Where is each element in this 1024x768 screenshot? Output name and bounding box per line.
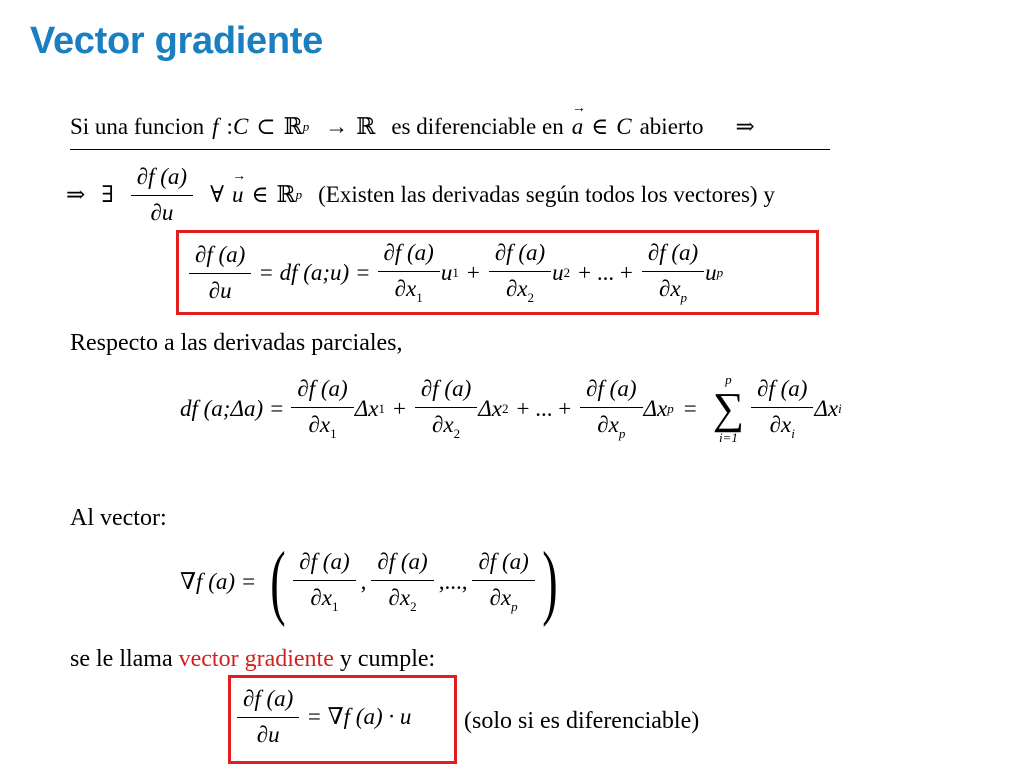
operator: +	[466, 260, 480, 285]
reals-symbol: ℝ	[276, 182, 296, 207]
right-paren: )	[542, 535, 558, 628]
operator: + ... +	[516, 395, 572, 421]
gradient-lhs: ∇f (a) =	[180, 569, 257, 594]
gradient-definition	[180, 535, 564, 628]
highlighted-term: vector gradiente	[178, 646, 334, 672]
existence-text: (Existen las derivadas según todos los vectores) y	[318, 182, 775, 207]
subscript: 1	[330, 425, 337, 441]
dimension-p: p	[295, 187, 303, 202]
operator: + ... +	[578, 260, 633, 285]
increment: Δx	[643, 395, 668, 421]
summation	[713, 372, 744, 446]
maps-to-arrow: →	[325, 114, 349, 139]
subscript: p	[667, 400, 674, 416]
sum-lower-limit: i=1	[718, 429, 738, 445]
fraction-denominator: ∂u	[131, 195, 193, 226]
fraction-numerator: ∂f (a)	[243, 686, 294, 711]
fraction-denominator: ∂x	[597, 411, 619, 437]
increment: Δx	[478, 395, 502, 421]
fraction-numerator: ∂f (a)	[586, 375, 637, 401]
exists-symbol: ∃	[101, 182, 114, 207]
fraction-numerator: ∂f (a)	[299, 549, 350, 574]
fraction-numerator: ∂f (a)	[757, 375, 808, 401]
subscript: 2	[501, 400, 509, 416]
forall-symbol: ∀	[210, 182, 224, 207]
vector-u: u →	[232, 182, 244, 208]
subscript: p	[511, 599, 518, 614]
fraction-denominator: ∂x	[658, 276, 681, 301]
total-differential-equation	[180, 372, 842, 446]
slide-title: Vector gradiente	[30, 20, 323, 62]
implies-symbol: ⇒	[66, 182, 86, 207]
subscript: 1	[416, 290, 423, 305]
set-c-symbol: C	[232, 114, 249, 139]
directional-derivative-fraction	[134, 164, 190, 226]
differential-expression: = df (a;u) =	[258, 260, 371, 285]
set-c-symbol: C	[616, 114, 632, 139]
hypothesis-text-2: es diferenciable en	[391, 114, 564, 139]
fraction-denominator: ∂u	[237, 717, 299, 748]
existence-line	[66, 164, 775, 226]
dimension-p: p	[302, 119, 310, 134]
function-symbol: f	[212, 114, 219, 139]
fraction-numerator: ∂f (a)	[297, 375, 348, 401]
fraction-denominator: ∂u	[189, 273, 251, 304]
subscript: i	[838, 400, 842, 416]
sum-symbol: ∑	[712, 384, 745, 433]
sum-upper-limit: p	[725, 372, 732, 387]
fraction-denominator: ∂x	[489, 585, 512, 610]
subscript: 1	[452, 265, 459, 280]
naming-text-post: y cumple:	[339, 646, 436, 672]
fraction-denominator: ∂x	[394, 276, 417, 301]
gradient-dot-product: = ∇f (a) · u	[306, 704, 412, 729]
hypothesis-text-3: abierto	[639, 114, 704, 139]
implies-symbol: ⇒	[735, 114, 755, 139]
component-u: u	[552, 260, 564, 285]
fraction-denominator: ∂x	[432, 411, 454, 437]
subscript: 2	[410, 599, 417, 614]
fraction-denominator: ∂x	[310, 585, 332, 610]
fraction-numerator: ∂f (a)	[383, 240, 434, 265]
subset-symbol: ⊂	[256, 114, 276, 139]
separator: ,...,	[438, 569, 468, 594]
operator: =	[683, 395, 697, 421]
colon-symbol: :	[226, 114, 233, 139]
fraction-numerator: ∂f (a)	[377, 549, 428, 574]
vector-a: a →	[572, 114, 584, 140]
element-of-symbol: ∈	[591, 114, 609, 139]
operator: +	[392, 395, 406, 421]
fraction-numerator: ∂f (a)	[195, 242, 246, 267]
directional-derivative-equation	[188, 240, 723, 306]
gradient-naming-line	[70, 647, 435, 671]
gradient-property-equation	[236, 686, 411, 748]
component-u: u	[440, 260, 453, 285]
subscript: p	[618, 425, 626, 441]
vector-intro: Al vector:	[70, 505, 167, 531]
increment: Δx	[354, 395, 379, 421]
differentiability-note: (solo si es diferenciable)	[464, 708, 700, 734]
fraction-numerator: ∂f (a)	[420, 375, 472, 401]
subscript: 2	[527, 290, 535, 305]
subscript: p	[716, 265, 724, 280]
naming-text-pre: se le llama	[70, 646, 173, 672]
left-paren: (	[270, 535, 286, 628]
subscript: i	[791, 425, 795, 441]
fraction-numerator: ∂f (a)	[647, 240, 699, 265]
hypothesis-text-1: Si una funcion	[70, 114, 205, 139]
fraction-denominator: ∂x	[388, 585, 411, 610]
fraction-denominator: ∂x	[769, 411, 792, 437]
separator: ,	[360, 569, 367, 594]
subscript: 2	[563, 265, 571, 280]
reals-symbol: ℝ	[283, 114, 303, 139]
fraction-numerator: ∂f (a)	[478, 549, 529, 574]
fraction-denominator: ∂x	[308, 411, 331, 437]
hypothesis-line	[70, 114, 755, 140]
subscript: 1	[378, 400, 385, 416]
fraction-numerator: ∂f (a)	[494, 240, 546, 265]
subscript: 2	[453, 425, 461, 441]
subscript: p	[680, 290, 688, 305]
element-of-symbol: ∈	[251, 182, 269, 207]
fraction-numerator: ∂f (a)	[136, 164, 188, 189]
underline-rule	[70, 149, 830, 150]
fraction-denominator: ∂x	[505, 276, 528, 301]
component-u: u	[705, 260, 717, 285]
partials-intro: Respecto a las derivadas parciales,	[70, 330, 403, 356]
increment: Δx	[814, 395, 839, 421]
subscript: 1	[331, 599, 339, 614]
differential-lhs: df (a;Δa) =	[180, 395, 285, 421]
reals-symbol: ℝ	[356, 114, 376, 139]
